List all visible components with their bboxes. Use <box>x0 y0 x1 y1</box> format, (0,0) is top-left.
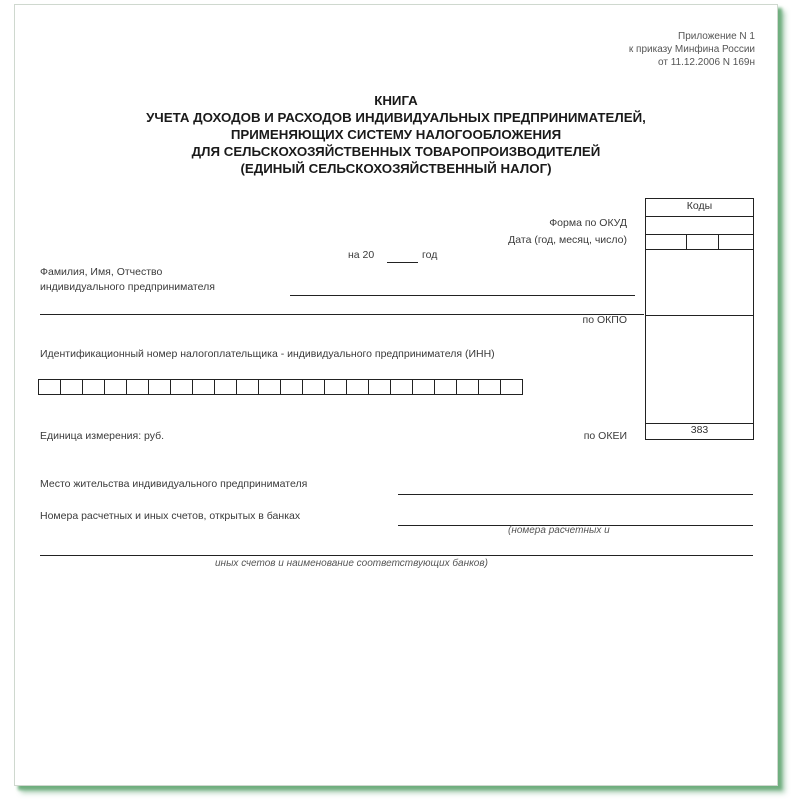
okud-label: Форма по ОКУД <box>549 217 627 229</box>
inn-digit-box[interactable] <box>258 379 281 395</box>
fio-input-line-2[interactable] <box>40 314 644 315</box>
date-cell-divider <box>718 234 719 249</box>
title-line-5: (ЕДИНЫЙ СЕЛЬСКОХОЗЯЙСТВЕННЫЙ НАЛОГ) <box>240 161 552 176</box>
accounts-input-line-2[interactable] <box>40 555 753 556</box>
inn-digit-box[interactable] <box>126 379 149 395</box>
okei-code: 383 <box>690 424 709 436</box>
inn-digit-box[interactable] <box>236 379 259 395</box>
date-label: Дата (год, месяц, число) <box>508 234 627 246</box>
codes-row-divider <box>646 249 753 250</box>
title-line-2: УЧЕТА ДОХОДОВ И РАСХОДОВ ИНДИВИДУАЛЬНЫХ ПРЕДПРИНИМАТЕЛЕЙ, <box>146 110 646 125</box>
inn-digit-box[interactable] <box>390 379 413 395</box>
inn-digit-box[interactable] <box>302 379 325 395</box>
year-prefix: на 20 <box>348 249 375 261</box>
fio-label-line-2: индивидуального предпринимателя <box>40 281 215 293</box>
inn-digit-box[interactable] <box>324 379 347 395</box>
year-suffix: год <box>422 249 438 261</box>
appendix-line-3: от 11.12.2006 N 169н <box>658 57 755 68</box>
inn-boxes[interactable] <box>38 379 523 395</box>
inn-digit-box[interactable] <box>60 379 83 395</box>
codes-row-divider <box>646 216 753 217</box>
date-cell-divider <box>686 234 687 249</box>
title-line-3: ПРИМЕНЯЮЩИХ СИСТЕМУ НАЛОГООБЛОЖЕНИЯ <box>230 127 562 142</box>
inn-label: Идентификационный номер налогоплательщика - индивидуального предпринимателя (ИНН) <box>40 348 495 360</box>
codes-row-divider <box>646 234 753 235</box>
inn-digit-box[interactable] <box>82 379 105 395</box>
fio-label-line-1: Фамилия, Имя, Отчество <box>40 266 163 278</box>
inn-digit-box[interactable] <box>412 379 435 395</box>
inn-digit-box[interactable] <box>456 379 479 395</box>
fio-input-line[interactable] <box>290 295 635 296</box>
residence-label: Место жительства индивидуального предпринимателя <box>40 478 308 490</box>
inn-digit-box[interactable] <box>368 379 391 395</box>
okei-label: по ОКЕИ <box>583 430 627 442</box>
accounts-hint-1: (номера расчетных и <box>508 525 610 536</box>
year-blank[interactable] <box>387 262 418 263</box>
codes-table <box>645 198 754 440</box>
inn-digit-box[interactable] <box>478 379 501 395</box>
inn-digit-box[interactable] <box>38 379 61 395</box>
inn-digit-box[interactable] <box>170 379 193 395</box>
inn-digit-box[interactable] <box>346 379 369 395</box>
appendix-line-1: Приложение N 1 <box>678 31 755 42</box>
accounts-label: Номера расчетных и иных счетов, открытых в банках <box>40 510 301 522</box>
appendix-line-2: к приказу Минфина России <box>628 44 755 55</box>
form-page <box>14 4 778 786</box>
inn-digit-box[interactable] <box>214 379 237 395</box>
inn-digit-box[interactable] <box>500 379 523 395</box>
inn-digit-box[interactable] <box>104 379 127 395</box>
residence-input-line[interactable] <box>398 494 753 495</box>
inn-digit-box[interactable] <box>280 379 303 395</box>
inn-digit-box[interactable] <box>434 379 457 395</box>
title-line-1: КНИГА <box>374 93 418 108</box>
inn-digit-box[interactable] <box>192 379 215 395</box>
appendix-note <box>629 30 755 69</box>
book-title <box>15 92 777 177</box>
unit-label: Единица измерения: руб. <box>40 430 165 442</box>
codes-header: Коды <box>686 200 713 212</box>
codes-row-divider <box>646 315 753 316</box>
inn-digit-box[interactable] <box>148 379 171 395</box>
okpo-label: по ОКПО <box>582 314 627 326</box>
accounts-hint-2: иных счетов и наименование соответствующих банков) <box>215 558 488 569</box>
title-line-4: ДЛЯ СЕЛЬСКОХОЗЯЙСТВЕННЫХ ТОВАРОПРОИЗВОДИТЕЛЕЙ <box>191 144 601 159</box>
